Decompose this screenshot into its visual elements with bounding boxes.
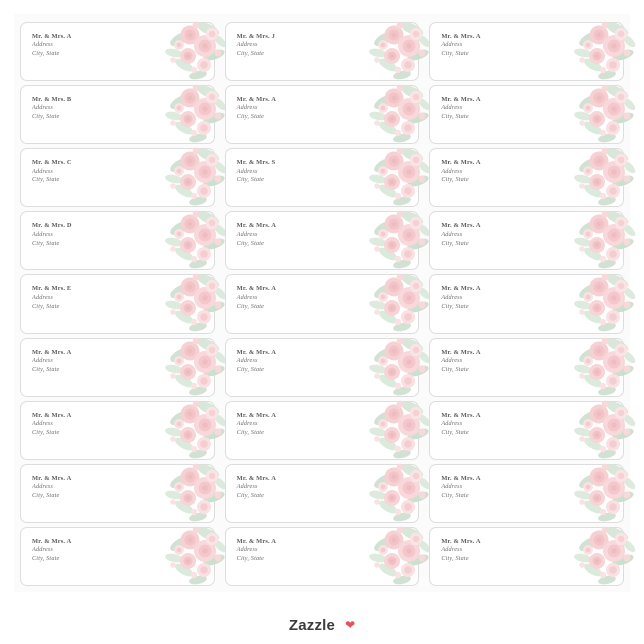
address-block	[237, 32, 275, 59]
recipient-address: Address	[32, 167, 53, 175]
recipient-city-state: City, State	[236, 555, 265, 563]
floral-rose-bouquet-icon	[364, 13, 434, 85]
recipient-address: Address	[236, 41, 258, 49]
recipient-name: Mr. & Mrs. A	[441, 537, 481, 545]
address-block	[441, 221, 480, 248]
floral-rose-bouquet-icon	[364, 139, 434, 211]
recipient-address: Address	[32, 483, 53, 491]
recipient-city-state: City, State	[236, 365, 265, 373]
recipient-address: Address	[441, 546, 463, 554]
recipient-name: Mr. & Mrs. J	[236, 33, 275, 40]
recipient-name: Mr. & Mrs. A	[441, 222, 481, 230]
recipient-name: Mr. & Mrs. A	[441, 285, 481, 293]
recipient-name: Mr. & Mrs. A	[441, 348, 481, 356]
recipient-name: Mr. & Mrs. A	[236, 96, 277, 104]
recipient-city-state: City, State	[441, 428, 469, 436]
address-block	[32, 474, 71, 501]
address-block	[441, 348, 480, 375]
address-label[interactable]	[225, 274, 420, 333]
recipient-city-state: City, State	[441, 492, 469, 500]
floral-rose-bouquet-icon	[364, 455, 434, 527]
address-label[interactable]	[429, 338, 624, 397]
address-label[interactable]	[225, 85, 420, 144]
address-block	[32, 95, 71, 122]
recipient-city-state: City, State	[32, 113, 60, 121]
floral-rose-bouquet-icon	[364, 518, 434, 590]
recipient-address: Address	[32, 546, 53, 554]
recipient-address: Address	[441, 483, 463, 491]
recipient-name: Mr. & Mrs. A	[236, 474, 277, 482]
recipient-name: Mr. & Mrs. A	[236, 348, 277, 356]
recipient-address: Address	[236, 167, 258, 175]
recipient-city-state: City, State	[32, 555, 60, 563]
address-label[interactable]	[20, 464, 215, 523]
recipient-city-state: City, State	[441, 302, 469, 310]
recipient-city-state: City, State	[236, 492, 265, 500]
recipient-name: Mr. & Mrs. A	[236, 537, 277, 545]
recipient-address: Address	[236, 356, 258, 364]
address-block	[237, 474, 276, 501]
address-label[interactable]	[429, 22, 624, 81]
floral-rose-bouquet-icon	[160, 518, 230, 590]
recipient-address: Address	[441, 356, 463, 364]
address-label[interactable]	[429, 401, 624, 460]
recipient-address: Address	[441, 41, 463, 49]
floral-rose-bouquet-icon	[160, 139, 230, 211]
recipient-city-state: City, State	[441, 239, 469, 247]
address-block	[32, 411, 71, 438]
recipient-name: Mr. & Mrs. A	[32, 474, 72, 482]
address-block	[441, 474, 480, 501]
recipient-name: Mr. & Mrs. B	[32, 96, 72, 104]
recipient-name: Mr. & Mrs. A	[441, 159, 481, 167]
floral-rose-bouquet-icon	[364, 265, 434, 337]
address-label[interactable]	[20, 527, 215, 586]
recipient-name: Mr. & Mrs. S	[236, 159, 276, 167]
footer	[0, 616, 644, 634]
recipient-address: Address	[236, 104, 258, 112]
recipient-city-state: City, State	[32, 492, 60, 500]
address-label[interactable]	[429, 274, 624, 333]
recipient-name: Mr. & Mrs. A	[32, 411, 72, 419]
recipient-city-state: City, State	[32, 365, 60, 373]
recipient-address: Address	[441, 419, 463, 427]
address-block	[441, 32, 480, 59]
address-label[interactable]	[225, 464, 420, 523]
address-label[interactable]	[225, 527, 420, 586]
address-label[interactable]	[20, 148, 215, 207]
recipient-address: Address	[441, 230, 463, 238]
address-block	[237, 158, 276, 185]
floral-rose-bouquet-icon	[160, 202, 230, 274]
address-block	[32, 221, 72, 248]
brand-name: Zazzle	[288, 616, 336, 634]
floral-rose-bouquet-icon	[364, 76, 434, 148]
recipient-address: Address	[236, 230, 258, 238]
recipient-address: Address	[32, 419, 53, 427]
address-block	[441, 284, 480, 311]
floral-rose-bouquet-icon	[569, 13, 639, 85]
floral-rose-bouquet-icon	[364, 392, 434, 464]
address-block	[237, 221, 276, 248]
address-label[interactable]	[429, 85, 624, 144]
address-label[interactable]	[20, 401, 215, 460]
recipient-address: Address	[441, 293, 463, 301]
address-block	[237, 348, 276, 375]
address-label[interactable]	[225, 211, 420, 270]
address-label[interactable]	[225, 338, 420, 397]
address-label[interactable]	[225, 148, 420, 207]
recipient-city-state: City, State	[236, 113, 265, 121]
address-block	[237, 411, 276, 438]
recipient-name: Mr. & Mrs. A	[236, 411, 277, 419]
address-label[interactable]	[20, 211, 215, 270]
recipient-city-state: City, State	[236, 428, 265, 436]
recipient-city-state: City, State	[32, 239, 60, 247]
recipient-name: Mr. & Mrs. A	[236, 285, 277, 293]
address-label[interactable]	[20, 338, 215, 397]
address-label[interactable]	[20, 85, 215, 144]
address-label[interactable]	[429, 148, 624, 207]
address-label[interactable]	[20, 22, 215, 81]
recipient-city-state: City, State	[236, 50, 265, 58]
recipient-name: Mr. & Mrs. A	[32, 348, 72, 356]
floral-rose-bouquet-icon	[160, 329, 230, 401]
floral-rose-bouquet-icon	[569, 139, 639, 211]
floral-rose-bouquet-icon	[569, 202, 639, 274]
recipient-name: Mr. & Mrs. A	[441, 411, 481, 419]
address-label[interactable]	[225, 401, 420, 460]
recipient-city-state: City, State	[441, 176, 469, 184]
recipient-name: Mr. & Mrs. A	[441, 33, 481, 40]
floral-rose-bouquet-icon	[160, 13, 230, 85]
recipient-address: Address	[236, 293, 258, 301]
recipient-city-state: City, State	[32, 50, 60, 58]
recipient-city-state: City, State	[441, 50, 469, 58]
address-block	[32, 32, 71, 59]
recipient-address: Address	[32, 104, 53, 112]
address-block	[441, 411, 480, 438]
floral-rose-bouquet-icon	[364, 329, 434, 401]
recipient-name: Mr. & Mrs. A	[32, 537, 72, 545]
recipient-address: Address	[32, 356, 53, 364]
address-block	[237, 537, 276, 564]
address-label[interactable]	[225, 22, 420, 81]
label-grid	[14, 14, 630, 592]
address-block	[32, 348, 71, 375]
recipient-name: Mr. & Mrs. E	[32, 285, 72, 293]
recipient-city-state: City, State	[441, 365, 469, 373]
floral-rose-bouquet-icon	[569, 392, 639, 464]
floral-rose-bouquet-icon	[569, 455, 639, 527]
recipient-city-state: City, State	[441, 555, 469, 563]
recipient-city-state: City, State	[236, 302, 265, 310]
address-label[interactable]	[20, 274, 215, 333]
address-block	[441, 158, 480, 185]
recipient-address: Address	[441, 167, 463, 175]
recipient-city-state: City, State	[32, 176, 60, 184]
address-block	[32, 537, 71, 564]
floral-rose-bouquet-icon	[569, 329, 639, 401]
recipient-city-state: City, State	[32, 302, 60, 310]
heart-icon: ❤	[345, 617, 356, 632]
address-label[interactable]	[429, 464, 624, 523]
address-block	[237, 284, 276, 311]
recipient-name: Mr. & Mrs. A	[32, 33, 72, 40]
address-block	[32, 284, 71, 311]
recipient-address: Address	[236, 546, 258, 554]
address-block	[32, 158, 72, 185]
recipient-address: Address	[236, 483, 258, 491]
floral-rose-bouquet-icon	[160, 76, 230, 148]
address-block	[441, 537, 480, 564]
floral-rose-bouquet-icon	[364, 202, 434, 274]
address-label[interactable]	[429, 211, 624, 270]
recipient-address: Address	[236, 419, 258, 427]
recipient-address: Address	[32, 41, 53, 49]
recipient-city-state: City, State	[236, 176, 265, 184]
recipient-city-state: City, State	[32, 428, 60, 436]
floral-rose-bouquet-icon	[160, 265, 230, 337]
recipient-name: Mr. & Mrs. A	[441, 96, 481, 104]
floral-rose-bouquet-icon	[160, 455, 230, 527]
label-sheet-inner	[14, 14, 630, 592]
floral-rose-bouquet-icon	[569, 518, 639, 590]
recipient-name: Mr. & Mrs. D	[32, 222, 72, 230]
address-block	[441, 95, 480, 122]
recipient-address: Address	[32, 230, 53, 238]
recipient-city-state: City, State	[236, 239, 265, 247]
floral-rose-bouquet-icon	[569, 76, 639, 148]
recipient-name: Mr. & Mrs. C	[32, 159, 72, 167]
address-block	[237, 95, 276, 122]
floral-rose-bouquet-icon	[160, 392, 230, 464]
recipient-city-state: City, State	[441, 113, 469, 121]
address-label[interactable]	[429, 527, 624, 586]
recipient-name: Mr. & Mrs. A	[236, 222, 277, 230]
recipient-address: Address	[32, 293, 53, 301]
recipient-name: Mr. & Mrs. A	[441, 474, 481, 482]
recipient-address: Address	[441, 104, 463, 112]
floral-rose-bouquet-icon	[569, 265, 639, 337]
